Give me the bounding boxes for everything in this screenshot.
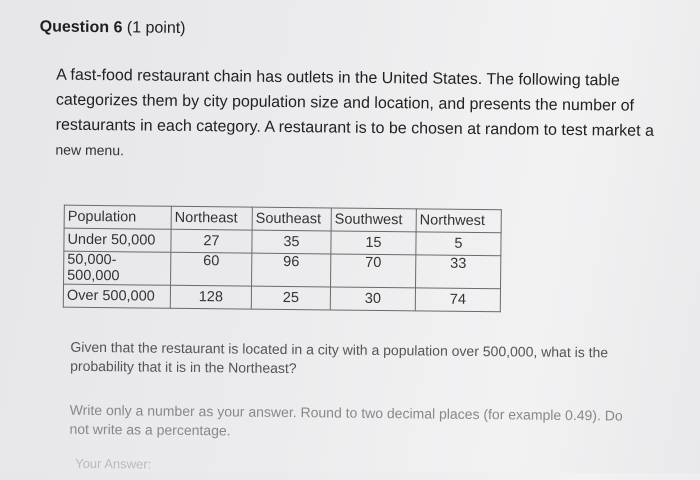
row-label: 50,000- 500,000 <box>64 251 171 285</box>
table-cell: 96 <box>252 253 331 287</box>
prompt-text: A fast-food restaurant chain has outlets in the United States. The following table categorizes them by city population size and location, and presents the number of restaurants in each category. A restaurant is to be chosen at random to test market a <box>55 66 654 140</box>
question-prompt <box>55 63 676 169</box>
table-cell: 30 <box>330 287 415 311</box>
table-cell: 33 <box>416 255 501 289</box>
table-row <box>63 284 500 312</box>
table-cell: 60 <box>171 252 252 286</box>
table-cell: 128 <box>170 285 251 309</box>
table-row <box>64 251 501 289</box>
table-cell: 25 <box>251 286 330 310</box>
header-population: Population <box>64 205 171 229</box>
table-cell: 5 <box>416 232 501 256</box>
row-label: Over 500,000 <box>63 284 170 308</box>
header-southwest: Southwest <box>331 208 416 232</box>
followup-question: Given that the restaurant is located in a city with a population over 500,000, what is the probability that it is in the Northeast? <box>70 338 609 377</box>
question-title: Question 6 <box>39 18 123 37</box>
answer-field-label[interactable]: Your Answer: <box>75 455 152 472</box>
table-cell: 70 <box>331 254 416 288</box>
restaurant-table <box>63 205 502 313</box>
header-northwest: Northwest <box>416 209 501 233</box>
row-label: Under 50,000 <box>64 228 171 252</box>
question-points: (1 point) <box>126 19 186 37</box>
header-northeast: Northeast <box>171 206 252 230</box>
answer-instructions: Write only a number as your answer. Round to two decimal places (for example 0.49). Do not write as a percentage. <box>69 401 623 439</box>
table-cell: 27 <box>171 229 252 253</box>
prompt-tail: new menu. <box>55 141 125 159</box>
table-cell: 15 <box>331 231 416 255</box>
table-cell: 35 <box>252 230 331 254</box>
table-cell: 74 <box>415 288 500 312</box>
question-header <box>40 18 186 38</box>
header-southeast: Southeast <box>252 207 331 231</box>
